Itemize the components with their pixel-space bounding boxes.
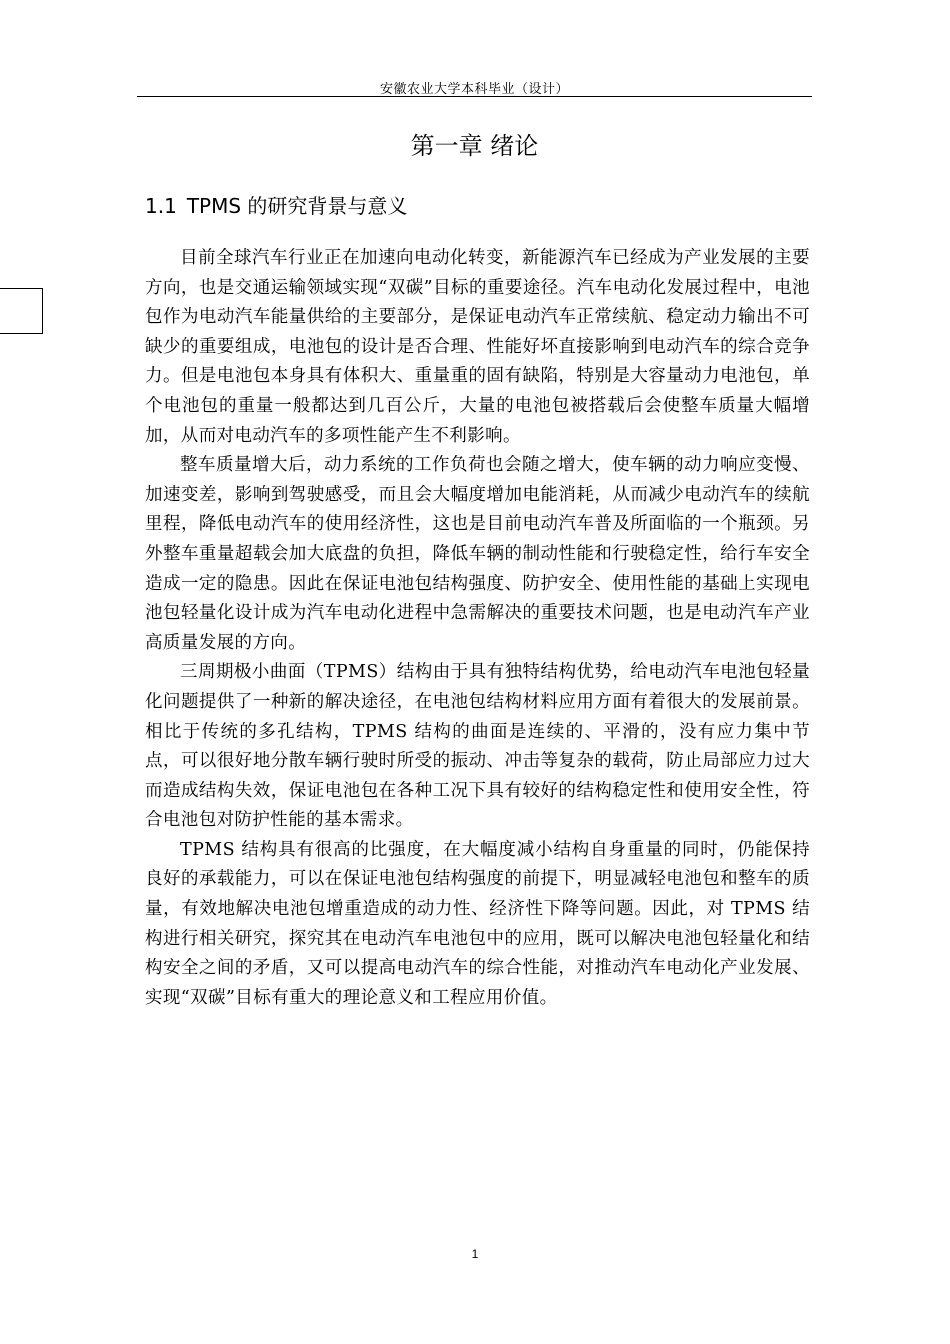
header-rule xyxy=(137,96,812,97)
body-text xyxy=(145,244,810,1013)
paragraph: 整车质量增大后，动力系统的工作负荷也会随之增大，使车辆的动力响应变慢、加速变差，影响到驾驶感受，而且会大幅度增加电能消耗，从而减少电动汽车的续航里程，降低电动汽车的使用经济性，这也是目前电动汽车普及所面临的一个瓶颈。另外整车重量超载会加大底盘的负担，降低车辆的制动性能和行驶稳定性，给行车安全造成一定的隐患。因此在保证电池包结构强度、防护安全、使用性能的基础上实现电池包轻量化设计成为汽车电动化进程中急需解决的重要技术问题，也是电动汽车产业高质量发展的方向。 xyxy=(145,455,810,653)
paragraph: 目前全球汽车行业正在加速向电动化转变，新能源汽车已经成为产业发展的主要方向，也是交通运输领域实现“双碳”目标的重要途径。汽车电动化发展过程中，电池包作为电动汽车能量供给的主要部分，是保证电动汽车正常续航、稳定动力输出不可缺少的重要组成，电池包的设计是否合理、性能好坏直接影响到电动汽车的综合竞争力。但是电池包本身具有体积大、重量重的固有缺陷，特别是大容量动力电池包，单个电池包的重量一般都达到几百公斤，大量的电池包被搭载后会使整车质量大幅增加，从而对电动汽车的多项性能产生不利影响。 xyxy=(145,248,810,446)
section-heading xyxy=(145,190,407,219)
paragraph: 三周期极小曲面（TPMS）结构由于具有独特结构优势，给电动汽车电池包轻量化问题提供了一种新的解决途径，在电池包结构材料应用方面有着很大的发展前景。相比于传统的多孔结构，TPMS 结构的曲面是连续的、平滑的，没有应力集中节点，可以很好地分散车辆行驶时所受的振动、冲击等复杂的载荷，防止局部应力过大而造成结构失效，保证电池包在各种工况下具有较好的结构稳定性和使用安全性，符合电池包对防护性能的基本需求。 xyxy=(145,662,810,831)
running-header: 安徽农业大学本科毕业（设计） xyxy=(379,82,569,97)
chapter-title: 第一章 绪论 xyxy=(410,132,539,160)
section-number: 1.1 xyxy=(145,194,177,218)
margin-mark xyxy=(0,288,43,334)
page-number: 1 xyxy=(471,1247,479,1261)
section-title: TPMS 的研究背景与意义 xyxy=(186,194,408,218)
paragraph: TPMS 结构具有很高的比强度，在大幅度减小结构自身重量的同时，仍能保持良好的承载能力，可以在保证电池包结构强度的前提下，明显减轻电池包和整车的质量，有效地解决电池包增重造成的动力性、经济性下降等问题。因此，对 TPMS 结构进行相关研究，探究其在电动汽车电池包中的应用，既可以解决电池包轻量化和结构安全之间的矛盾，又可以提高电动汽车的综合性能，对推动汽车电动化产业发展、实现“双碳”目标有重大的理论意义和工程应用价值。 xyxy=(145,839,810,1008)
